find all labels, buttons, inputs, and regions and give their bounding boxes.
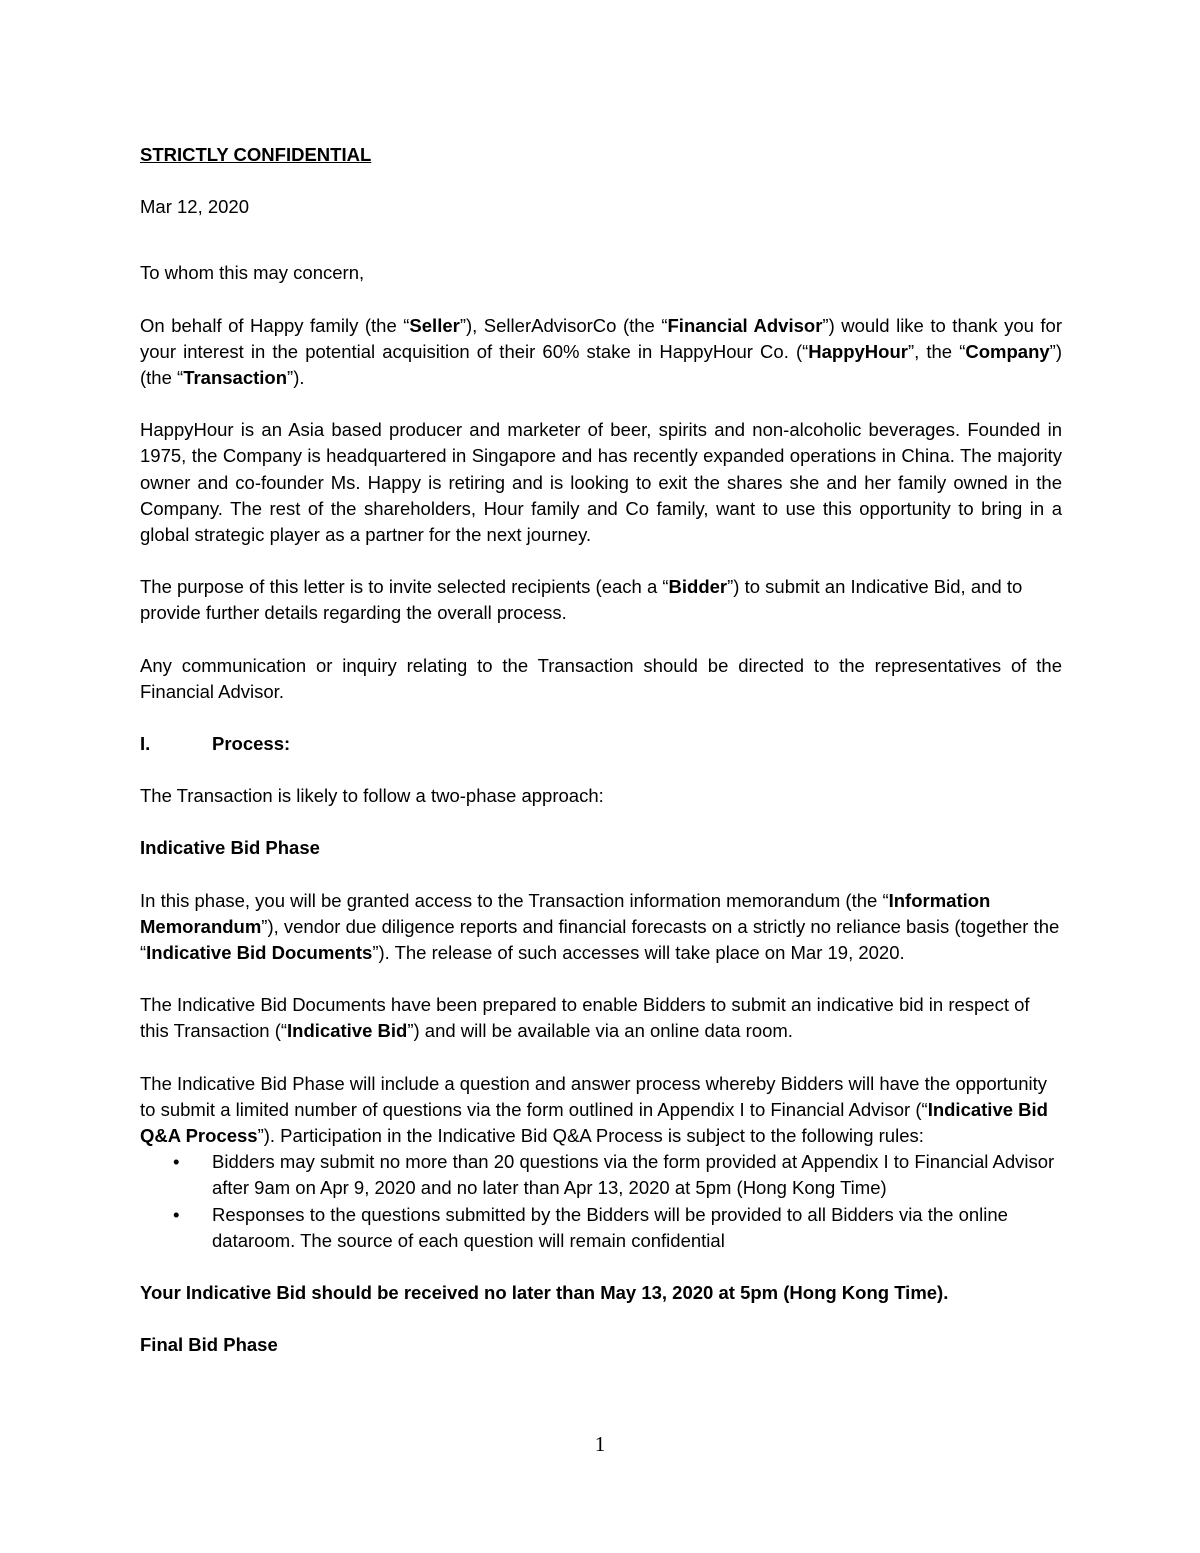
defined-term: Company [965, 340, 1050, 362]
defined-term: Indicative Bid Q&A Process [140, 1098, 1048, 1147]
letter-date: Mar 12, 2020 [140, 196, 250, 218]
section-number: I. [140, 733, 151, 755]
intro-paragraph-2: HappyHour is an Asia based producer and marketer of beer, spirits and non-alcoholic beverages. Founded in 1975, the Company is headquartered in Singapore and has recently expanded operations in China. The majority owner and co-founder Ms. Happy is retiring and is looking to exit the shares she and her family owned in the Company. The rest of the shareholders, Hour family and Co family, want to use this opportunity to bring in a global strategic player as a partner for the next journey. [140, 419, 1062, 546]
bullet-icon: • [173, 1203, 180, 1225]
defined-term: Bidder [668, 576, 728, 598]
final-bid-phase-heading: Final Bid Phase [140, 1334, 278, 1356]
indicative-bid-phase-heading: Indicative Bid Phase [140, 837, 320, 859]
section-title: Process: [212, 733, 291, 755]
confidential-heading: STRICTLY CONFIDENTIAL [140, 144, 372, 165]
letter-body [140, 142, 1062, 1359]
indicative-bid-deadline: Your Indicative Bid should be received no later than May 13, 2020 at 5pm (Hong Kong Time). [140, 1282, 949, 1304]
qa-rules-list [140, 1149, 1062, 1254]
defined-term: Transaction [183, 367, 288, 389]
defined-term: Indicative Bid Documents [146, 942, 373, 964]
indicative-paragraph-1: In this phase, you will be granted access to the Transaction information memorandum (the “Information Memorandum”), vendor due diligence reports and financial forecasts on a strictly no reliance basis (together the “Indicative Bid Documents”). The release of such accesses will take place on Mar 19, 2020. [140, 889, 1060, 964]
list-item [140, 1202, 1062, 1254]
bullet-icon: • [173, 1151, 180, 1173]
salutation: To whom this may concern, [140, 262, 365, 284]
list-item-text: Bidders may submit no more than 20 questions via the form provided at Appendix I to Financial Advisor after 9am on Apr 9, 2020 and no later than Apr 13, 2020 at 5pm (Hong Kong Time) [212, 1151, 1055, 1199]
intro-paragraph-3: The purpose of this letter is to invite selected recipients (each a “Bidder”) to submit an Indicative Bid, and to provide further details regarding the overall process. [140, 576, 1023, 624]
defined-term: Indicative Bid [287, 1020, 408, 1042]
page-number: 1 [594, 1432, 606, 1456]
defined-term: Information Memorandum [140, 889, 991, 937]
intro-paragraph-1: On behalf of Happy family (the “Seller”), SellerAdvisorCo (the “Financial Advisor”) would like to thank you for your interest in the potential acquisition of their 60% stake in HappyHour Co. (“HappyHour”, the “Company”) (the “Transaction”). [140, 314, 1062, 389]
list-item [140, 1149, 1062, 1201]
defined-term: Seller [409, 314, 460, 336]
indicative-paragraph-2: The Indicative Bid Documents have been prepared to enable Bidders to submit an indicative bid in respect of this Transaction (“Indicative Bid”) and will be available via an online data room. [140, 994, 1030, 1042]
indicative-paragraph-3: The Indicative Bid Phase will include a question and answer process whereby Bidders will have the opportunity to submit a limited number of questions via the form outlined in Appendix I to Financial Advisor (“Indicative Bid Q&A Process”). Participation in the Indicative Bid Q&A Process is subject to the following rules: [140, 1072, 1048, 1147]
section-heading-process [140, 731, 1062, 757]
process-lead: The Transaction is likely to follow a two-phase approach: [140, 785, 604, 807]
list-item-text: Responses to the questions submitted by the Bidders will be provided to all Bidders via the online dataroom. The source of each question will remain confidential [212, 1203, 1008, 1251]
defined-term: HappyHour [808, 340, 908, 362]
intro-paragraph-4: Any communication or inquiry relating to the Transaction should be directed to the representatives of the Financial Advisor. [140, 654, 1062, 702]
defined-term: Financial Advisor [667, 314, 823, 336]
